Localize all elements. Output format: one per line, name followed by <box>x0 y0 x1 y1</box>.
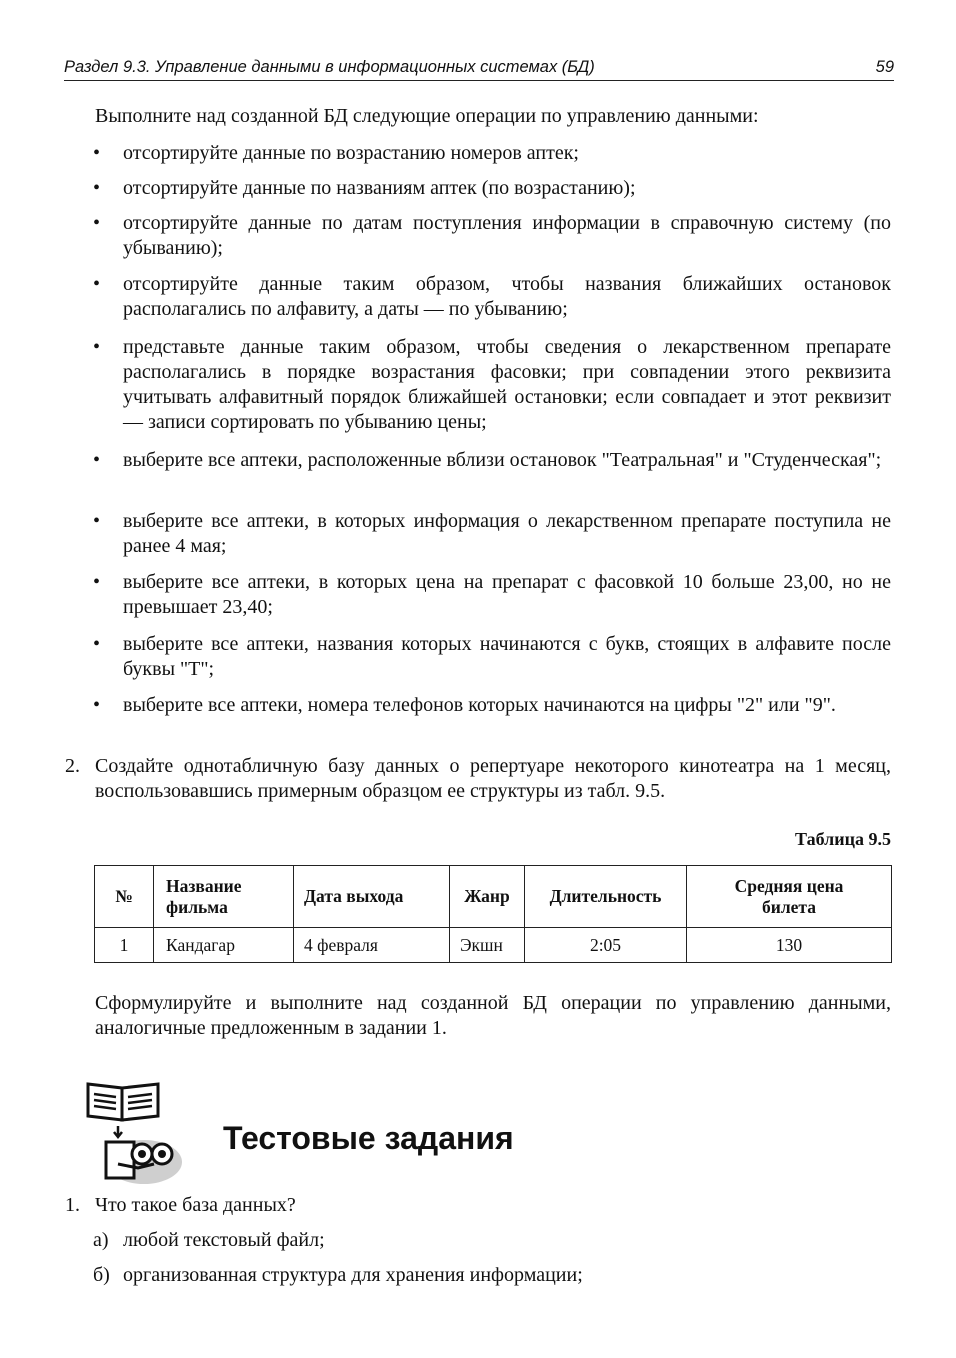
answer-text: любой текстовый файл; <box>123 1229 325 1251</box>
list-item <box>93 693 891 718</box>
question-text: Что такое база данных? <box>95 1194 296 1216</box>
list-item-text: выберите все аптеки, названия которых начинаются с букв, стоящих в алфавите после буквы "Т"; <box>123 633 891 680</box>
bullet-icon: • <box>93 694 101 716</box>
list-item <box>93 141 891 166</box>
answer-letter: б) <box>93 1264 110 1286</box>
table-cell: Экшн <box>450 928 525 963</box>
answer-text: организованная структура для хранения информации; <box>123 1264 583 1286</box>
table-cell: Кандагар <box>154 928 294 963</box>
list-item <box>93 448 891 473</box>
list-item-text: отсортируйте данные по названиям аптек (по возрастанию); <box>123 177 636 199</box>
list-item <box>93 272 891 322</box>
column-header: Название фильма <box>154 866 294 928</box>
list-item <box>93 176 891 201</box>
list-item <box>93 211 891 261</box>
column-header: Жанр <box>450 866 525 928</box>
table-caption: Таблица 9.5 <box>795 829 891 849</box>
list-item <box>93 570 891 620</box>
section-title: Тестовые задания <box>223 1120 514 1156</box>
answer-letter: а) <box>93 1229 109 1251</box>
list-item <box>93 509 891 559</box>
table-cell: 130 <box>687 928 892 963</box>
page-number: 59 <box>875 58 894 76</box>
task-text: Создайте однотабличную базу данных о репертуаре некоторого кинотеатра на 1 месяц, воспользовавшись примерным образцом ее структуры из табл. 9.5. <box>95 755 891 802</box>
table-row <box>95 928 892 963</box>
bullet-icon: • <box>93 571 101 593</box>
column-header: № <box>95 866 154 928</box>
answer-option <box>93 1263 891 1288</box>
list-item <box>93 335 891 435</box>
table-cell: 4 февраля <box>294 928 450 963</box>
bullet-icon: • <box>93 212 101 234</box>
running-header <box>64 56 894 81</box>
bullet-icon: • <box>93 142 101 164</box>
intro-paragraph: Выполните над созданной БД следующие операции по управлению данными: <box>95 105 759 127</box>
bullet-icon: • <box>93 177 101 199</box>
question-number: 1. <box>65 1194 80 1216</box>
answer-option <box>93 1228 891 1253</box>
reading-person-icon <box>82 1080 186 1184</box>
column-header: Дата выхода <box>294 866 450 928</box>
header-title: Раздел 9.3. Управление данными в информационных системах (БД) <box>64 58 595 76</box>
movie-table <box>94 865 892 963</box>
table-header-row <box>95 866 892 928</box>
bullet-icon: • <box>93 336 101 358</box>
list-item-text: выберите все аптеки, в которых информация о лекарственном препарате поступила не ранее 4 мая; <box>123 510 891 557</box>
bullet-icon: • <box>93 449 101 471</box>
list-item-text: отсортируйте данные таким образом, чтобы названия ближайших остановок располагались по алфавиту, а даты — по убыванию; <box>123 273 891 320</box>
bullet-icon: • <box>93 510 101 532</box>
bullet-icon: • <box>93 273 101 295</box>
column-header: Длительность <box>525 866 687 928</box>
column-header: Средняя цена билета <box>687 866 892 928</box>
task-number: 2. <box>65 755 80 777</box>
list-item-text: выберите все аптеки, расположенные вблизи остановок "Театральная" и "Студенческая"; <box>123 449 882 471</box>
list-item-text: отсортируйте данные по возрастанию номеров аптек; <box>123 142 579 164</box>
task-2 <box>65 754 891 804</box>
after-table-paragraph: Сформулируйте и выполните над созданной БД операции по управлению данными, аналогичные предложенным в задании 1. <box>95 992 891 1039</box>
list-item-text: представьте данные таким образом, чтобы сведения о лекарственном препарате располагались в порядке возрастания фасовки; при совпадении этого реквизита учитывать алфавитный порядок ближайшей остановки; если совпадает и этот реквизит — записи сортировать по убыванию цены; <box>123 336 891 433</box>
table-cell: 1 <box>95 928 154 963</box>
table-cell: 2:05 <box>525 928 687 963</box>
list-item-text: отсортируйте данные по датам поступления информации в справочную систему (по убыванию); <box>123 212 891 259</box>
list-item-text: выберите все аптеки, номера телефонов которых начинаются на цифры "2" или "9". <box>123 694 836 716</box>
bullet-icon: • <box>93 633 101 655</box>
list-item <box>93 632 891 682</box>
quiz-question <box>65 1193 891 1218</box>
list-item-text: выберите все аптеки, в которых цена на препарат с фасовкой 10 больше 23,00, но не превышает 23,40; <box>123 571 891 618</box>
